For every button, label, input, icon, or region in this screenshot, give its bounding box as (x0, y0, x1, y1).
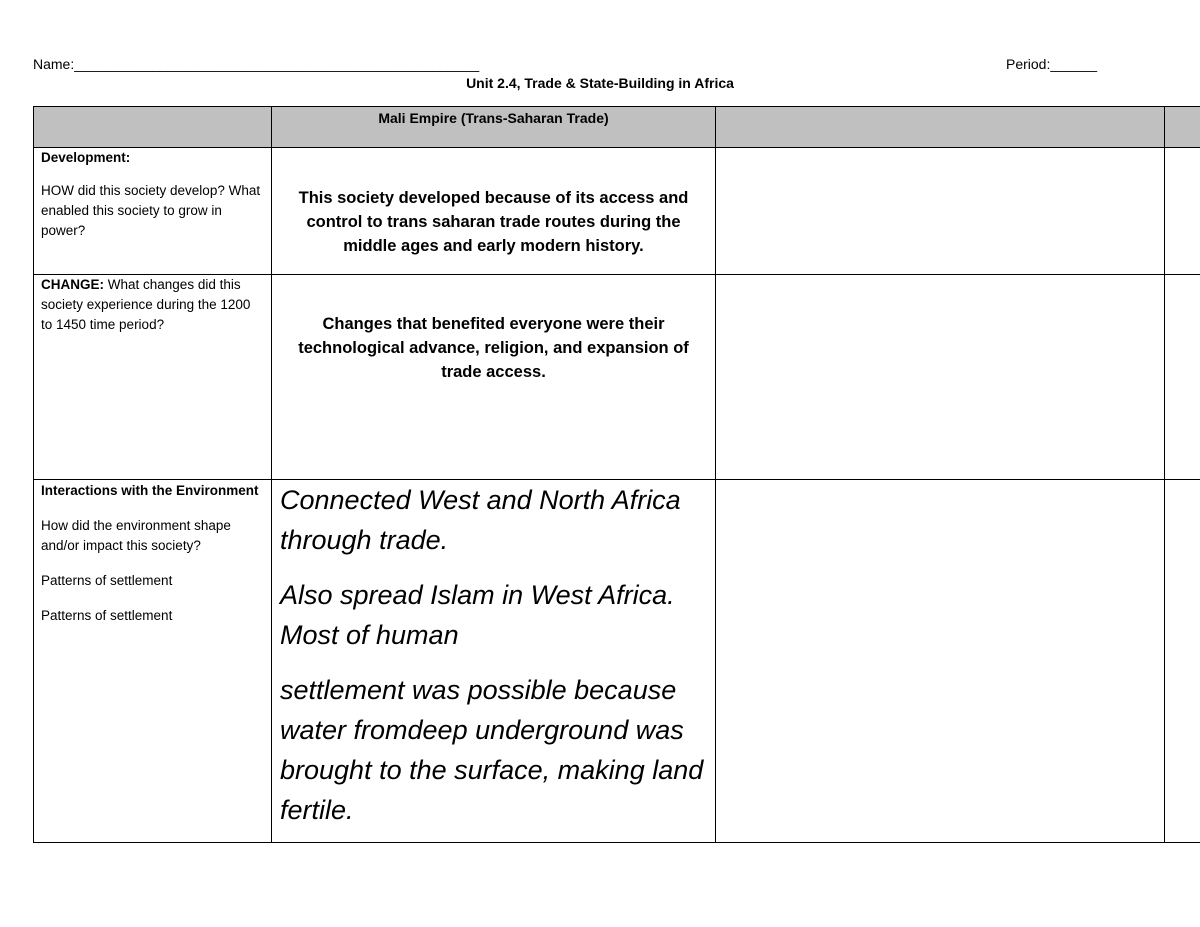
answer-change[interactable]: Changes that benefited everyone were their technological advance, religion, and expansion of trade access. (272, 275, 716, 480)
period-field[interactable]: Period:______ (1006, 56, 1098, 72)
table-row-environment (34, 480, 1200, 843)
column-header-mali: Mali Empire (Trans-Saharan Trade) (272, 107, 716, 148)
header-cell-empty (34, 107, 272, 148)
row-label-change (34, 275, 272, 480)
column-header-blank-2 (1165, 107, 1200, 148)
answer-development[interactable]: This society developed because of its access and control to trans saharan trade routes during the middle ages and early modern history. (272, 148, 716, 275)
answer-paragraph: settlement was possible because water fromdeep underground was brought to the surface, making land fertile. (280, 675, 704, 825)
row-heading: CHANGE: (41, 277, 104, 292)
answer-environment[interactable] (272, 480, 716, 843)
answer-cell-blank-2[interactable] (1165, 480, 1200, 843)
table-row-change (34, 275, 1200, 480)
row-heading: Interactions with the Environment (41, 483, 259, 498)
column-header-blank (716, 107, 1165, 148)
answer-cell-blank[interactable] (716, 148, 1165, 275)
page-title: Unit 2.4, Trade & State-Building in Africa (466, 75, 734, 91)
row-sub-item: Patterns of settlement (41, 608, 173, 623)
row-question: HOW did this society develop? What enabled this society to grow in power? (41, 183, 261, 238)
row-question: How did the environment shape and/or impact this society? (41, 518, 231, 553)
answer-cell-blank-2[interactable] (1165, 148, 1200, 275)
row-label-development (34, 148, 272, 275)
answer-paragraph: Connected West and North Africa through trade. (280, 485, 681, 555)
row-question: What changes did this society experience during the 1200 to 1450 time period? (41, 277, 251, 332)
table-row-development (34, 148, 1200, 275)
row-heading: Development: (41, 150, 131, 165)
worksheet-table (33, 106, 1200, 843)
row-sub-item: Patterns of settlement (41, 573, 173, 588)
table-header-row (34, 107, 1200, 148)
answer-cell-blank[interactable] (716, 275, 1165, 480)
name-field[interactable]: Name:____________________________________________________ (33, 56, 480, 72)
answer-cell-blank-2[interactable] (1165, 275, 1200, 480)
row-label-environment (34, 480, 272, 843)
answer-cell-blank[interactable] (716, 480, 1165, 843)
answer-paragraph: Also spread Islam in West Africa. Most of human (280, 580, 675, 650)
